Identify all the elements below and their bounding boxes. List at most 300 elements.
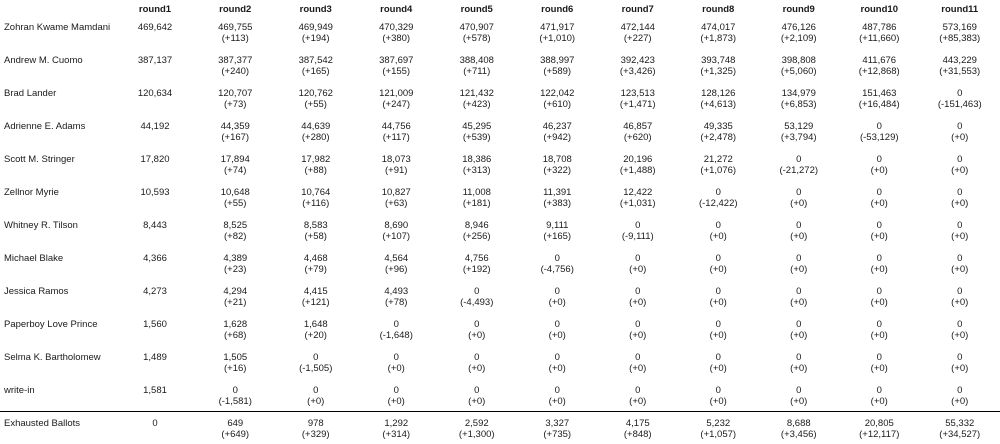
round7-delta: (+1,488) xyxy=(598,165,679,180)
round3-delta: (+329) xyxy=(276,429,357,444)
round10-delta: (+0) xyxy=(839,264,920,279)
round5-votes: 45,295 xyxy=(437,114,518,132)
round10-delta: (+0) xyxy=(839,330,920,345)
round11-delta: (+85,383) xyxy=(920,33,1000,48)
round5-votes: 11,008 xyxy=(437,180,518,198)
round11-votes: 55,332 xyxy=(920,412,1000,430)
round7-votes: 0 xyxy=(598,279,679,297)
round11-delta: (+0) xyxy=(920,363,1000,378)
round11-votes: 0 xyxy=(920,378,1000,396)
round9-votes: 0 xyxy=(759,147,840,165)
round2-delta: (+113) xyxy=(195,33,276,48)
round5-delta: (+711) xyxy=(437,66,518,81)
round10-votes: 0 xyxy=(839,147,920,165)
round8-delta: (+4,613) xyxy=(678,99,759,114)
column-header-round8: round8 xyxy=(678,0,759,15)
column-header-round6: round6 xyxy=(517,0,598,15)
round9-delta: (+2,109) xyxy=(759,33,840,48)
round10-votes: 0 xyxy=(839,180,920,198)
round8-votes: 128,126 xyxy=(678,81,759,99)
round9-delta: (+0) xyxy=(759,231,840,246)
table-row-candidate-1-delta xyxy=(0,33,1000,48)
round2-delta: (+23) xyxy=(195,264,276,279)
table-row-candidate-4-delta xyxy=(0,132,1000,147)
round6-delta: (+0) xyxy=(517,330,598,345)
round2-delta: (+55) xyxy=(195,198,276,213)
round4-votes: 4,493 xyxy=(356,279,437,297)
round10-votes: 0 xyxy=(839,378,920,396)
row-label-blank xyxy=(0,231,115,246)
round10-votes: 0 xyxy=(839,246,920,264)
round9-votes: 8,688 xyxy=(759,412,840,430)
round11-votes: 0 xyxy=(920,180,1000,198)
column-header-round11: round11 xyxy=(920,0,1000,15)
row-label-blank xyxy=(0,33,115,48)
round3-votes: 0 xyxy=(276,345,357,363)
round7-votes: 123,513 xyxy=(598,81,679,99)
table-row-candidate-12 xyxy=(0,378,1000,396)
round11-delta: (+34,527) xyxy=(920,429,1000,444)
round9-votes: 53,129 xyxy=(759,114,840,132)
round6-delta: (+1,010) xyxy=(517,33,598,48)
round11-votes: 573,169 xyxy=(920,15,1000,33)
round1-delta-blank xyxy=(115,198,195,213)
round2-delta: (+167) xyxy=(195,132,276,147)
round8-votes: 0 xyxy=(678,378,759,396)
round1-votes: 1,581 xyxy=(115,378,195,396)
round11-delta: (+0) xyxy=(920,231,1000,246)
round10-delta: (+0) xyxy=(839,165,920,180)
round4-votes: 18,073 xyxy=(356,147,437,165)
row-label: Zohran Kwame Mamdani xyxy=(0,15,115,33)
table-row-candidate-2-delta xyxy=(0,66,1000,81)
round3-delta: (+165) xyxy=(276,66,357,81)
round2-delta: (+73) xyxy=(195,99,276,114)
round2-votes: 649 xyxy=(195,412,276,430)
round4-delta: (+380) xyxy=(356,33,437,48)
round6-delta: (+0) xyxy=(517,396,598,412)
round3-delta: (+116) xyxy=(276,198,357,213)
round4-delta: (+91) xyxy=(356,165,437,180)
round8-votes: 5,232 xyxy=(678,412,759,430)
round6-votes: 11,391 xyxy=(517,180,598,198)
round4-delta: (+247) xyxy=(356,99,437,114)
round3-votes: 4,415 xyxy=(276,279,357,297)
round1-delta-blank xyxy=(115,99,195,114)
round4-delta: (+314) xyxy=(356,429,437,444)
round5-delta: (+0) xyxy=(437,363,518,378)
round7-delta: (+848) xyxy=(598,429,679,444)
round5-delta: (+539) xyxy=(437,132,518,147)
row-label-blank xyxy=(0,165,115,180)
round1-delta-blank xyxy=(115,264,195,279)
round3-delta: (+280) xyxy=(276,132,357,147)
table-row-candidate-9-delta xyxy=(0,297,1000,312)
table-row-candidate-2 xyxy=(0,48,1000,66)
round5-delta: (+0) xyxy=(437,396,518,412)
round9-delta: (+3,456) xyxy=(759,429,840,444)
column-header-round10: round10 xyxy=(839,0,920,15)
round10-delta: (+0) xyxy=(839,297,920,312)
round1-votes: 1,489 xyxy=(115,345,195,363)
round1-delta-blank xyxy=(115,330,195,345)
round4-votes: 44,756 xyxy=(356,114,437,132)
round6-votes: 0 xyxy=(517,378,598,396)
round6-delta: (+322) xyxy=(517,165,598,180)
round5-votes: 470,907 xyxy=(437,15,518,33)
round3-votes: 0 xyxy=(276,378,357,396)
round2-votes: 10,648 xyxy=(195,180,276,198)
row-label: Andrew M. Cuomo xyxy=(0,48,115,66)
round1-delta-blank xyxy=(115,429,195,444)
round4-votes: 387,697 xyxy=(356,48,437,66)
table-row-candidate-10-delta xyxy=(0,330,1000,345)
round2-votes: 4,389 xyxy=(195,246,276,264)
round4-delta: (+155) xyxy=(356,66,437,81)
round8-delta: (+0) xyxy=(678,330,759,345)
round6-votes: 3,327 xyxy=(517,412,598,430)
round5-votes: 4,756 xyxy=(437,246,518,264)
round8-votes: 0 xyxy=(678,279,759,297)
round7-votes: 0 xyxy=(598,246,679,264)
round2-votes: 17,894 xyxy=(195,147,276,165)
table-row-candidate-11 xyxy=(0,345,1000,363)
round4-votes: 0 xyxy=(356,378,437,396)
row-label-blank xyxy=(0,429,115,444)
table-row-exhausted xyxy=(0,412,1000,430)
round2-delta: (-1,581) xyxy=(195,396,276,412)
round10-delta: (+16,484) xyxy=(839,99,920,114)
row-label: write-in xyxy=(0,378,115,396)
round3-delta: (+194) xyxy=(276,33,357,48)
round9-delta: (+6,853) xyxy=(759,99,840,114)
round1-votes: 4,366 xyxy=(115,246,195,264)
column-header-round1: round1 xyxy=(115,0,195,15)
round7-votes: 0 xyxy=(598,312,679,330)
round1-delta-blank xyxy=(115,33,195,48)
round7-delta: (+0) xyxy=(598,363,679,378)
round3-delta: (+20) xyxy=(276,330,357,345)
row-label-blank xyxy=(0,363,115,378)
row-label: Scott M. Stringer xyxy=(0,147,115,165)
round5-votes: 388,408 xyxy=(437,48,518,66)
round9-votes: 0 xyxy=(759,246,840,264)
column-header-round9: round9 xyxy=(759,0,840,15)
round11-delta: (+0) xyxy=(920,198,1000,213)
table-row-candidate-5 xyxy=(0,147,1000,165)
round1-votes: 4,273 xyxy=(115,279,195,297)
round1-delta-blank xyxy=(115,231,195,246)
round4-delta: (+78) xyxy=(356,297,437,312)
round5-delta: (+181) xyxy=(437,198,518,213)
round10-delta: (+11,660) xyxy=(839,33,920,48)
table-row-candidate-3 xyxy=(0,81,1000,99)
round8-delta: (+2,478) xyxy=(678,132,759,147)
round3-votes: 4,468 xyxy=(276,246,357,264)
round1-votes: 387,137 xyxy=(115,48,195,66)
table-row-candidate-4 xyxy=(0,114,1000,132)
round3-votes: 17,982 xyxy=(276,147,357,165)
round11-votes: 0 xyxy=(920,345,1000,363)
round4-votes: 8,690 xyxy=(356,213,437,231)
round3-votes: 1,648 xyxy=(276,312,357,330)
round4-votes: 470,329 xyxy=(356,15,437,33)
row-label: Exhausted Ballots xyxy=(0,412,115,430)
row-label: Selma K. Bartholomew xyxy=(0,345,115,363)
round5-votes: 2,592 xyxy=(437,412,518,430)
round10-votes: 487,786 xyxy=(839,15,920,33)
round9-delta: (+5,060) xyxy=(759,66,840,81)
row-label-blank xyxy=(0,66,115,81)
round6-votes: 46,237 xyxy=(517,114,598,132)
round2-votes: 1,628 xyxy=(195,312,276,330)
round7-delta: (+227) xyxy=(598,33,679,48)
round11-votes: 0 xyxy=(920,213,1000,231)
round1-delta-blank xyxy=(115,297,195,312)
round9-delta: (+0) xyxy=(759,297,840,312)
round6-votes: 0 xyxy=(517,279,598,297)
round8-delta: (+1,873) xyxy=(678,33,759,48)
header-blank xyxy=(0,0,115,15)
round3-votes: 978 xyxy=(276,412,357,430)
round8-votes: 0 xyxy=(678,312,759,330)
round6-votes: 388,997 xyxy=(517,48,598,66)
table-row-candidate-8 xyxy=(0,246,1000,264)
round2-votes: 4,294 xyxy=(195,279,276,297)
round5-votes: 121,432 xyxy=(437,81,518,99)
round5-votes: 0 xyxy=(437,279,518,297)
round1-votes: 8,443 xyxy=(115,213,195,231)
column-header-round2: round2 xyxy=(195,0,276,15)
round1-votes: 10,593 xyxy=(115,180,195,198)
round5-delta: (+192) xyxy=(437,264,518,279)
round7-votes: 46,857 xyxy=(598,114,679,132)
round1-delta-blank xyxy=(115,66,195,81)
round5-delta: (-4,493) xyxy=(437,297,518,312)
round2-delta: (+21) xyxy=(195,297,276,312)
table-row-candidate-11-delta xyxy=(0,363,1000,378)
round11-votes: 0 xyxy=(920,114,1000,132)
round6-delta: (-4,756) xyxy=(517,264,598,279)
round3-delta: (+79) xyxy=(276,264,357,279)
round9-votes: 0 xyxy=(759,180,840,198)
round7-votes: 0 xyxy=(598,345,679,363)
round1-votes: 1,560 xyxy=(115,312,195,330)
round11-votes: 0 xyxy=(920,81,1000,99)
round3-delta: (+121) xyxy=(276,297,357,312)
round2-votes: 0 xyxy=(195,378,276,396)
round5-votes: 0 xyxy=(437,345,518,363)
round8-delta: (+0) xyxy=(678,363,759,378)
round9-votes: 0 xyxy=(759,213,840,231)
round7-votes: 4,175 xyxy=(598,412,679,430)
round2-votes: 469,755 xyxy=(195,15,276,33)
round6-votes: 0 xyxy=(517,312,598,330)
round3-delta: (+55) xyxy=(276,99,357,114)
round9-votes: 476,126 xyxy=(759,15,840,33)
round10-delta: (+12,868) xyxy=(839,66,920,81)
round7-delta: (+3,426) xyxy=(598,66,679,81)
round3-votes: 10,764 xyxy=(276,180,357,198)
round5-delta: (+256) xyxy=(437,231,518,246)
row-label-blank xyxy=(0,297,115,312)
row-label: Zellnor Myrie xyxy=(0,180,115,198)
round9-votes: 0 xyxy=(759,378,840,396)
round8-votes: 474,017 xyxy=(678,15,759,33)
round11-delta: (+31,553) xyxy=(920,66,1000,81)
round8-delta: (+0) xyxy=(678,297,759,312)
round10-votes: 0 xyxy=(839,213,920,231)
round8-votes: 0 xyxy=(678,345,759,363)
round8-delta: (+1,057) xyxy=(678,429,759,444)
round9-votes: 0 xyxy=(759,345,840,363)
table-row-candidate-1 xyxy=(0,15,1000,33)
round10-votes: 0 xyxy=(839,279,920,297)
round8-delta: (+0) xyxy=(678,231,759,246)
round9-delta: (+0) xyxy=(759,330,840,345)
round7-votes: 20,196 xyxy=(598,147,679,165)
round8-delta: (-12,422) xyxy=(678,198,759,213)
round8-votes: 0 xyxy=(678,213,759,231)
round2-delta: (+16) xyxy=(195,363,276,378)
round8-delta: (+1,076) xyxy=(678,165,759,180)
table-row-candidate-7 xyxy=(0,213,1000,231)
round2-votes: 44,359 xyxy=(195,114,276,132)
round2-votes: 1,505 xyxy=(195,345,276,363)
round6-votes: 9,111 xyxy=(517,213,598,231)
round3-delta: (+88) xyxy=(276,165,357,180)
round11-votes: 0 xyxy=(920,279,1000,297)
round3-votes: 120,762 xyxy=(276,81,357,99)
table-row-candidate-6 xyxy=(0,180,1000,198)
round1-delta-blank xyxy=(115,165,195,180)
round4-votes: 1,292 xyxy=(356,412,437,430)
round6-votes: 0 xyxy=(517,246,598,264)
row-label: Whitney R. Tilson xyxy=(0,213,115,231)
row-label: Michael Blake xyxy=(0,246,115,264)
round5-delta: (+0) xyxy=(437,330,518,345)
round2-delta: (+74) xyxy=(195,165,276,180)
round7-votes: 12,422 xyxy=(598,180,679,198)
round10-delta: (-53,129) xyxy=(839,132,920,147)
table-row-candidate-9 xyxy=(0,279,1000,297)
round8-votes: 49,335 xyxy=(678,114,759,132)
round4-delta: (+0) xyxy=(356,396,437,412)
round10-votes: 20,805 xyxy=(839,412,920,430)
column-header-round4: round4 xyxy=(356,0,437,15)
round9-delta: (+0) xyxy=(759,198,840,213)
round2-delta: (+649) xyxy=(195,429,276,444)
round10-votes: 151,463 xyxy=(839,81,920,99)
round9-delta: (+3,794) xyxy=(759,132,840,147)
round9-votes: 0 xyxy=(759,312,840,330)
round3-delta: (+58) xyxy=(276,231,357,246)
round6-delta: (+942) xyxy=(517,132,598,147)
round7-delta: (-9,111) xyxy=(598,231,679,246)
round4-votes: 10,827 xyxy=(356,180,437,198)
round7-delta: (+0) xyxy=(598,330,679,345)
round5-votes: 0 xyxy=(437,312,518,330)
round10-delta: (+12,117) xyxy=(839,429,920,444)
round8-votes: 21,272 xyxy=(678,147,759,165)
round11-delta: (+0) xyxy=(920,396,1000,412)
round9-votes: 134,979 xyxy=(759,81,840,99)
round5-delta: (+423) xyxy=(437,99,518,114)
round3-delta: (+0) xyxy=(276,396,357,412)
table-row-candidate-7-delta xyxy=(0,231,1000,246)
round6-votes: 0 xyxy=(517,345,598,363)
row-label-blank xyxy=(0,198,115,213)
round11-delta: (+0) xyxy=(920,297,1000,312)
round6-delta: (+589) xyxy=(517,66,598,81)
table-row-candidate-3-delta xyxy=(0,99,1000,114)
round4-delta: (+63) xyxy=(356,198,437,213)
round10-delta: (+0) xyxy=(839,198,920,213)
header-row xyxy=(0,0,1000,15)
round7-delta: (+0) xyxy=(598,264,679,279)
round1-votes: 44,192 xyxy=(115,114,195,132)
round3-votes: 44,639 xyxy=(276,114,357,132)
round3-votes: 8,583 xyxy=(276,213,357,231)
round8-votes: 0 xyxy=(678,180,759,198)
round7-delta: (+1,471) xyxy=(598,99,679,114)
table-row-candidate-6-delta xyxy=(0,198,1000,213)
round11-delta: (+0) xyxy=(920,330,1000,345)
table-row-candidate-5-delta xyxy=(0,165,1000,180)
round10-votes: 411,676 xyxy=(839,48,920,66)
round4-delta: (-1,648) xyxy=(356,330,437,345)
round4-delta: (+0) xyxy=(356,363,437,378)
round9-votes: 398,808 xyxy=(759,48,840,66)
round11-votes: 443,229 xyxy=(920,48,1000,66)
round2-votes: 120,707 xyxy=(195,81,276,99)
round4-delta: (+117) xyxy=(356,132,437,147)
round8-delta: (+1,325) xyxy=(678,66,759,81)
round4-votes: 0 xyxy=(356,312,437,330)
row-label: Brad Lander xyxy=(0,81,115,99)
round7-delta: (+620) xyxy=(598,132,679,147)
round8-votes: 393,748 xyxy=(678,48,759,66)
round8-delta: (+0) xyxy=(678,264,759,279)
round11-delta: (+0) xyxy=(920,132,1000,147)
round9-delta: (+0) xyxy=(759,363,840,378)
round6-votes: 471,917 xyxy=(517,15,598,33)
row-label-blank xyxy=(0,99,115,114)
row-label-blank xyxy=(0,330,115,345)
round2-delta: (+82) xyxy=(195,231,276,246)
round2-votes: 387,377 xyxy=(195,48,276,66)
round8-delta: (+0) xyxy=(678,396,759,412)
round3-votes: 469,949 xyxy=(276,15,357,33)
table-row-candidate-10 xyxy=(0,312,1000,330)
round6-delta: (+383) xyxy=(517,198,598,213)
round5-delta: (+578) xyxy=(437,33,518,48)
round1-votes: 469,642 xyxy=(115,15,195,33)
round1-delta-blank xyxy=(115,132,195,147)
row-label: Adrienne E. Adams xyxy=(0,114,115,132)
round10-delta: (+0) xyxy=(839,363,920,378)
round10-votes: 0 xyxy=(839,114,920,132)
round10-delta: (+0) xyxy=(839,396,920,412)
round5-votes: 0 xyxy=(437,378,518,396)
row-label-blank xyxy=(0,396,115,412)
round10-votes: 0 xyxy=(839,312,920,330)
round1-delta-blank xyxy=(115,363,195,378)
round11-votes: 0 xyxy=(920,147,1000,165)
row-label: Jessica Ramos xyxy=(0,279,115,297)
round11-delta: (+0) xyxy=(920,165,1000,180)
round6-delta: (+165) xyxy=(517,231,598,246)
